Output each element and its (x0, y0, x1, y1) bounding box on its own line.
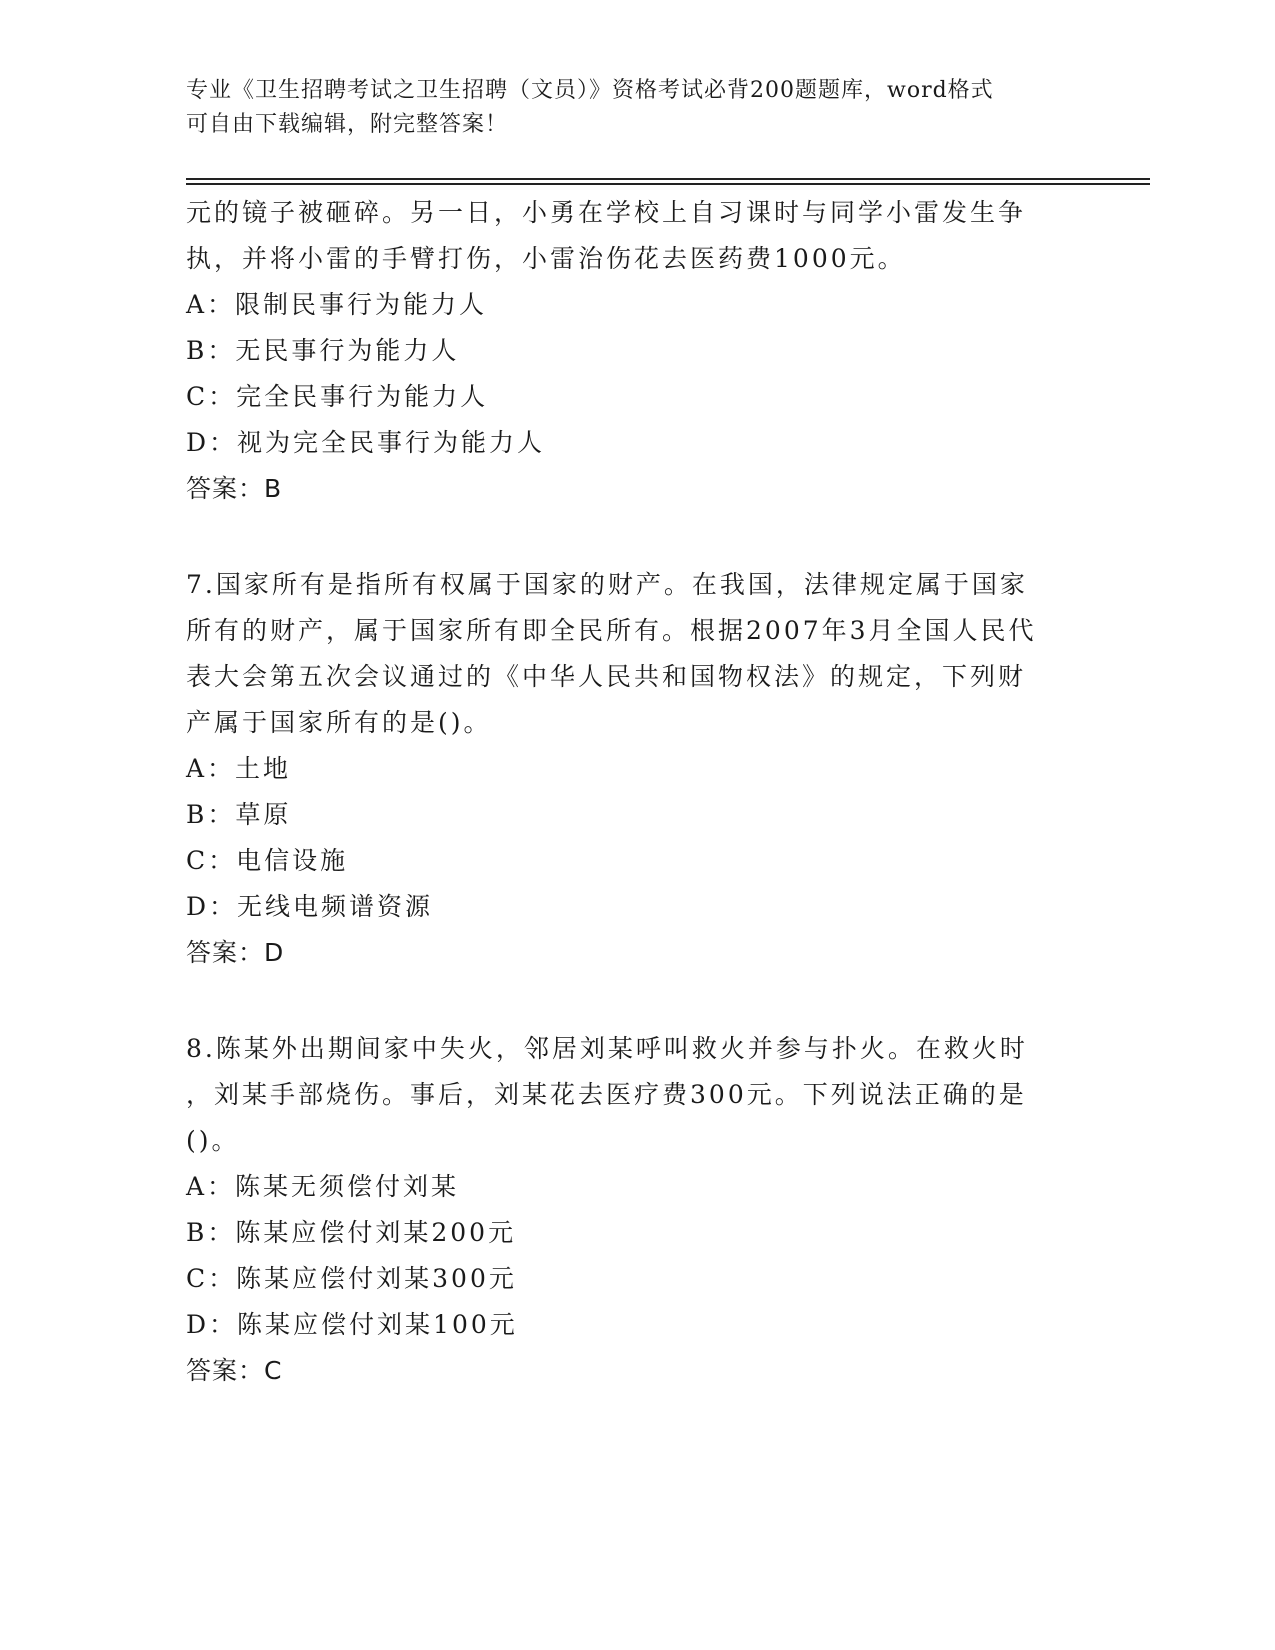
option-d: D：无线电频谱资源 (186, 892, 434, 921)
option-a: A：土地 (186, 754, 292, 783)
header-title-line-2: 可自由下载编辑，附完整答案！ (186, 112, 509, 137)
option-a: A：陈某无须偿付刘某 (186, 1172, 460, 1201)
option-b: B：草原 (186, 800, 292, 829)
option-a: A：限制民事行为能力人 (186, 290, 488, 319)
question-text-line: 产属于国家所有的是()。 (186, 708, 492, 737)
question-spacer (186, 976, 1086, 1026)
option-b: B：无民事行为能力人 (186, 336, 460, 365)
question-spacer (186, 512, 1086, 562)
question-text-line: 7.国家所有是指所有权属于国家的财产。在我国，法律规定属于国家 (186, 570, 1028, 599)
question-text-line: 执，并将小雷的手臂打伤，小雷治伤花去医药费1000元。 (186, 244, 906, 273)
question-text-line: 8.陈某外出期间家中失火，邻居刘某呼叫救火并参与扑火。在救火时 (186, 1034, 1028, 1063)
question-text-line: 所有的财产，属于国家所有即全民所有。根据2007年3月全国人民代 (186, 616, 1037, 645)
question-6 (186, 190, 1086, 512)
question-text-line: ()。 (186, 1126, 240, 1155)
header-title-line-1: 专业《卫生招聘考试之卫生招聘（文员）》资格考试必背200题题库，word格式 (186, 78, 994, 103)
answer-line: 答案：D (186, 938, 285, 967)
document-body (186, 190, 1086, 1394)
answer-line: 答案：B (186, 474, 283, 503)
option-c: C：电信设施 (186, 846, 349, 875)
header-divider-top (186, 178, 1150, 180)
question-7 (186, 562, 1086, 976)
document-header (186, 74, 1066, 142)
option-b: B：陈某应偿付刘某200元 (186, 1218, 517, 1247)
answer-line: 答案：C (186, 1356, 283, 1385)
option-c: C：陈某应偿付刘某300元 (186, 1264, 517, 1293)
option-c: C：完全民事行为能力人 (186, 382, 489, 411)
option-d: D：视为完全民事行为能力人 (186, 428, 546, 457)
question-text-line: ，刘某手部烧伤。事后，刘某花去医疗费300元。下列说法正确的是 (186, 1080, 1027, 1109)
question-text-line: 元的镜子被砸碎。另一日，小勇在学校上自习课时与同学小雷发生争 (186, 198, 1027, 227)
question-text-line: 表大会第五次会议通过的《中华人民共和国物权法》的规定，下列财 (186, 662, 1027, 691)
option-d: D：陈某应偿付刘某100元 (186, 1310, 518, 1339)
question-8 (186, 1026, 1086, 1394)
header-divider-bottom (186, 183, 1150, 185)
